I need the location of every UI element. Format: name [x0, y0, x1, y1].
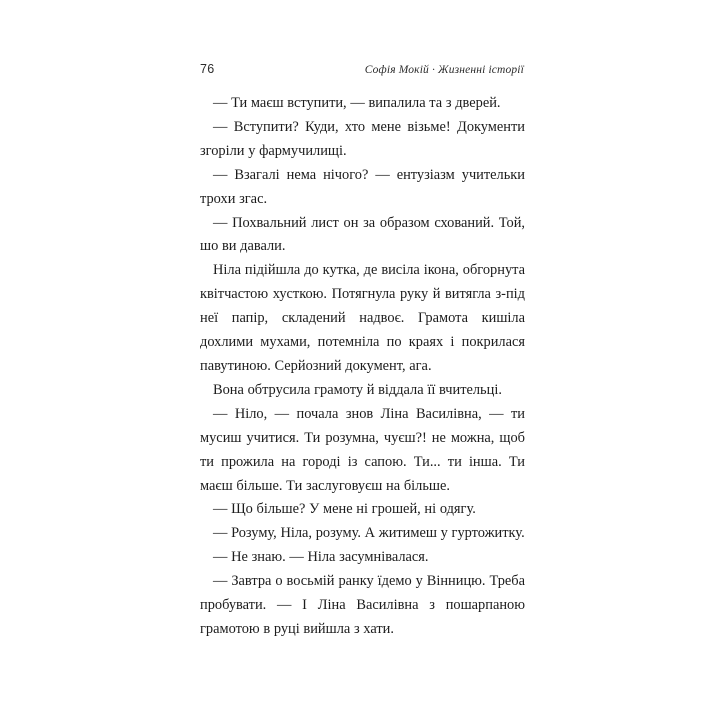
paragraph: — Не знаю. — Ніла засумнівалася.	[213, 549, 429, 566]
paragraph: — Розуму, Ніла, розуму. А житимеш у гуртожитку.	[213, 525, 525, 542]
page-number: 76	[200, 62, 215, 76]
paragraph: — Що більше? У мене ні грошей, ні одягу.	[213, 501, 476, 518]
paragraph: Ніла підійшла до кутка, де висіла ікона, обгорнута квітчастою хусткою. Потягнула руку й витягла з-під неї папір, складений надвоє. Грамота кишіла дохлими мухами, потемніла по краях і покрилася павутиною. Серйозний документ, ага.	[200, 262, 525, 374]
paragraph: — Взагалі нема нічого? — ентузіазм учительки трохи згас.	[200, 166, 525, 207]
running-head-title: Софія Мокій · Жизненні історії	[364, 64, 524, 76]
paragraph: — Ніло, — почала знов Ліна Василівна, — ти мусиш учитися. Ти розумна, чуєш?! не можна, щоб ти прожила на городі із сапою. Ти... ти інша. Ти маєш більше. Ти заслуговуєш на більше.	[200, 405, 525, 494]
paragraph: — Вступити? Куди, хто мене візьме! Документи згоріли у фармучилищі.	[200, 118, 525, 159]
paragraph: — Ти маєш вступити, — випалила та з дверей.	[213, 95, 501, 111]
paragraph: — Похвальний лист он за образом схований. Той, шо ви давали.	[200, 214, 525, 255]
paragraph: — Завтра о восьмій ранку їдемо у Вінницю. Треба пробувати. — І Ліна Василівна з пошарпаною грамотою в руці вийшла з хати.	[200, 573, 525, 637]
running-head	[200, 62, 524, 76]
body-text-block	[200, 92, 525, 642]
paragraph: Вона обтрусила грамоту й віддала її вчительці.	[213, 381, 502, 398]
